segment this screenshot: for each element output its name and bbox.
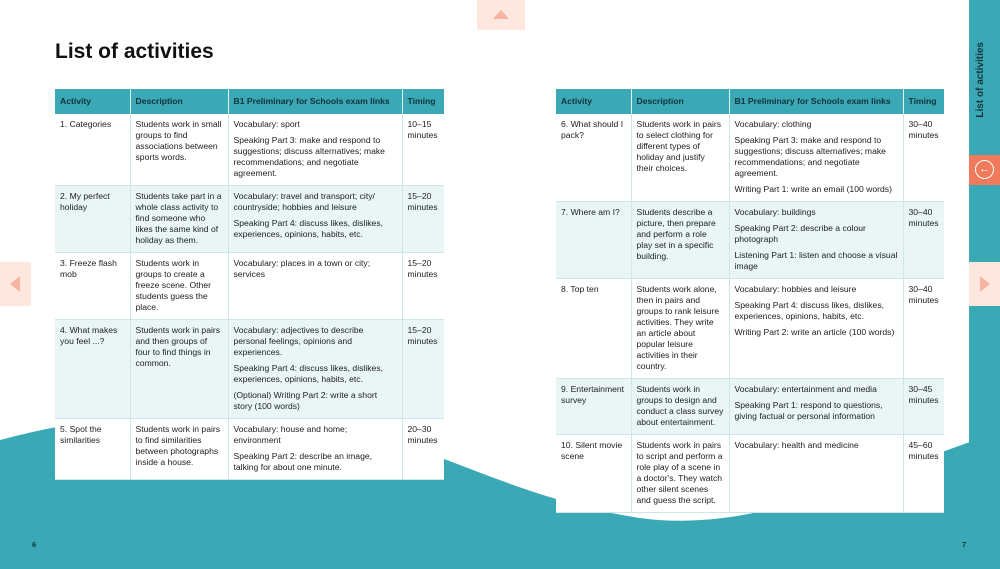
header-activity: Activity: [55, 89, 130, 114]
timing-cell: 30–45 minutes: [903, 379, 944, 435]
triangle-right-icon: [980, 276, 990, 292]
activity-number: 5.: [60, 424, 68, 434]
header-description: Description: [631, 89, 729, 114]
exam-links-cell: [729, 279, 903, 379]
description-cell: Students take part in a whole class activity to find someone who likes the same kind of holiday as them.: [130, 186, 228, 253]
exam-links-cell: [228, 253, 402, 320]
timing-cell: 15–20 minutes: [402, 253, 444, 320]
header-activity: Activity: [556, 89, 631, 114]
exam-link-text: Speaking Part 2: describe an image, talking for about one minute.: [233, 451, 373, 472]
table-row: [556, 435, 944, 513]
activity-number: 7.: [561, 207, 569, 217]
timing-cell: 45–60 minutes: [903, 435, 944, 513]
activity-name: Top ten: [570, 284, 599, 294]
triangle-left-icon: [10, 276, 20, 292]
table-row: [55, 320, 444, 419]
activity-cell: [556, 435, 631, 513]
activity-cell: [556, 379, 631, 435]
timing-cell: 10–15 minutes: [402, 114, 444, 186]
description-cell: Students work in pairs to find similarities between photographs inside a house.: [130, 419, 228, 480]
page-number-right: 7: [962, 540, 967, 549]
exam-links-cell: [729, 435, 903, 513]
exam-link-text: Writing Part 1: write an email (100 words): [734, 184, 892, 194]
activity-number: 8.: [561, 284, 569, 294]
activity-name: Silent movie scene: [561, 440, 623, 461]
exam-link-text: Speaking Part 1: respond to questions, giving factual or personal information: [734, 400, 883, 421]
activity-number: 10.: [561, 440, 573, 450]
exam-links-cell: [729, 114, 903, 202]
activity-cell: [55, 419, 130, 480]
table-row: [556, 379, 944, 435]
activity-name: Where am I?: [570, 207, 620, 217]
exam-link-text: Vocabulary: clothing: [734, 119, 812, 129]
prev-page-button[interactable]: [0, 262, 31, 306]
activity-name: My perfect holiday: [60, 191, 110, 212]
header-timing: Timing: [903, 89, 944, 114]
exam-link-text: Vocabulary: entertainment and media: [734, 384, 877, 394]
description-cell: Students work in small groups to find associations between sports words.: [130, 114, 228, 186]
exam-link-text: Speaking Part 4: discuss likes, dislikes, experiences, opinions, habits, etc.: [233, 363, 384, 384]
activity-name: Entertainment survey: [561, 384, 625, 405]
side-tab-label[interactable]: List of activities: [975, 42, 986, 118]
activity-cell: [556, 202, 631, 279]
table-row: [556, 114, 944, 202]
exam-links-cell: [729, 202, 903, 279]
activity-cell: [55, 320, 130, 419]
exam-link-text: Vocabulary: travel and transport; city/ countryside; hobbies and leisure: [233, 191, 375, 212]
triangle-up-icon: [493, 10, 509, 19]
activity-cell: [556, 114, 631, 202]
timing-cell: 15–20 minutes: [402, 186, 444, 253]
activity-cell: [55, 186, 130, 253]
description-cell: Students work in groups to create a freeze scene. Other students guess the place.: [130, 253, 228, 320]
exam-link-text: Vocabulary: adjectives to describe personal feelings, opinions and experiences.: [233, 325, 364, 357]
activity-number: 2.: [60, 191, 68, 201]
activity-name: What should I pack?: [561, 119, 624, 140]
table-row: [556, 202, 944, 279]
exam-links-cell: [228, 419, 402, 480]
exam-links-cell: [729, 379, 903, 435]
timing-cell: 20–30 minutes: [402, 419, 444, 480]
description-cell: Students work in pairs and then groups of four to find things in common.: [130, 320, 228, 419]
header-exam-links: B1 Preliminary for Schools exam links: [228, 89, 402, 114]
exam-links-cell: [228, 320, 402, 419]
activity-name: Categories: [69, 119, 112, 129]
activity-number: 9.: [561, 384, 569, 394]
activity-cell: [55, 114, 130, 186]
exam-link-text: Vocabulary: places in a town or city; services: [233, 258, 371, 279]
description-cell: Students work in pairs to select clothing for different types of holiday and justify their choices.: [631, 114, 729, 202]
activity-cell: [55, 253, 130, 320]
exam-link-text: Vocabulary: buildings: [734, 207, 816, 217]
exam-link-text: Speaking Part 2: describe a colour photograph: [734, 223, 866, 244]
exam-links-cell: [228, 186, 402, 253]
activity-name: What makes you feel ...?: [60, 325, 118, 346]
description-cell: Students describe a picture, then prepare and perform a role play set in a specific building.: [631, 202, 729, 279]
description-cell: Students work in groups to design and conduct a class survey about entertainment.: [631, 379, 729, 435]
activity-number: 6.: [561, 119, 569, 129]
header-description: Description: [130, 89, 228, 114]
activity-number: 3.: [60, 258, 68, 268]
exam-link-text: (Optional) Writing Part 2: write a short story (100 words): [233, 390, 378, 411]
table-header-row: [55, 89, 444, 114]
timing-cell: 15–20 minutes: [402, 320, 444, 419]
next-page-button[interactable]: [969, 262, 1000, 306]
timing-cell: 30–40 minutes: [903, 114, 944, 202]
activity-number: 4.: [60, 325, 68, 335]
activity-cell: [556, 279, 631, 379]
exam-link-text: Writing Part 2: write an article (100 words): [734, 327, 895, 337]
arrow-left-circle-icon[interactable]: ←: [975, 160, 994, 179]
exam-link-text: Vocabulary: health and medicine: [734, 440, 859, 450]
table-row: [55, 419, 444, 480]
page-title: List of activities: [55, 40, 214, 63]
activity-name: Spot the similarities: [60, 424, 102, 445]
table-row: [55, 114, 444, 186]
exam-link-text: Speaking Part 3: make and respond to suggestions; discuss alternatives; make recommendations; and negotiate agreement.: [734, 135, 886, 178]
description-cell: Students work alone, then in pairs and groups to rank leisure activities. They write an article about popular leisure activities in their country.: [631, 279, 729, 379]
activity-number: 1.: [60, 119, 68, 129]
table-header-row: [556, 89, 944, 114]
header-exam-links: B1 Preliminary for Schools exam links: [729, 89, 903, 114]
description-cell: Students work in pairs to script and perform a role play of a scene in a doctor's. They watch other silent scenes and guess the script.: [631, 435, 729, 513]
exam-link-text: Listening Part 1: listen and choose a visual image: [734, 250, 898, 271]
exam-link-text: Vocabulary: house and home; environment: [233, 424, 348, 445]
header-timing: Timing: [402, 89, 444, 114]
exam-link-text: Vocabulary: sport: [233, 119, 300, 129]
activity-name: Freeze flash mob: [60, 258, 117, 279]
table-row: [556, 279, 944, 379]
table-row: [55, 186, 444, 253]
timing-cell: 30–40 minutes: [903, 202, 944, 279]
activities-table-right: [556, 89, 944, 513]
timing-cell: 30–40 minutes: [903, 279, 944, 379]
activities-table-left: [55, 89, 444, 480]
exam-link-text: Speaking Part 4: discuss likes, dislikes, experiences, opinions, habits, etc.: [734, 300, 885, 321]
exam-link-text: Speaking Part 4: discuss likes, dislikes, experiences, opinions, habits, etc.: [233, 218, 384, 239]
table-row: [55, 253, 444, 320]
exam-links-cell: [228, 114, 402, 186]
exam-link-text: Speaking Part 3: make and respond to suggestions; discuss alternatives; make recommendations; and negotiate agreement.: [233, 135, 385, 178]
up-button[interactable]: [477, 0, 525, 30]
exam-link-text: Vocabulary: hobbies and leisure: [734, 284, 857, 294]
page-number-left: 6: [32, 540, 37, 549]
